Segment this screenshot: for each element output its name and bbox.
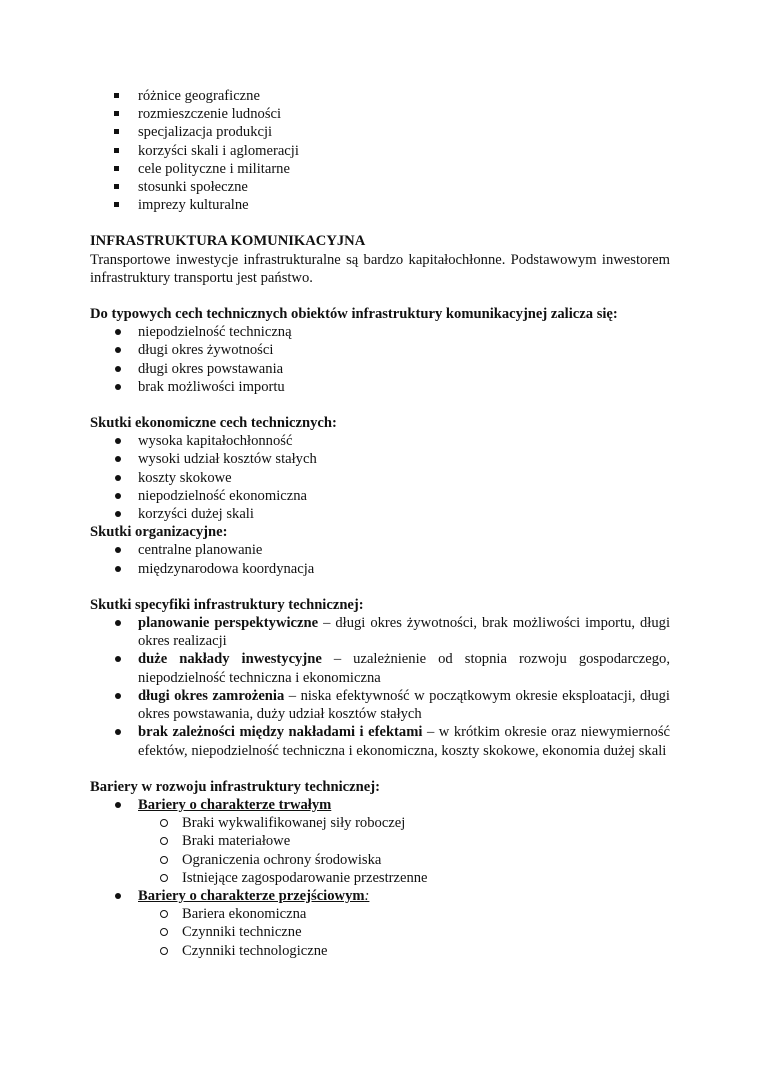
list-item: rozmieszczenie ludności: [90, 105, 670, 123]
list-item: stosunki społeczne: [90, 178, 670, 196]
list-item: długi okres powstawania: [90, 360, 670, 378]
section-heading-technical-features: Do typowych cech technicznych obiektów infrastruktury komunikacyjnej zalicza się:: [90, 306, 618, 323]
list-item-permanent-barriers: [90, 796, 670, 814]
sublist-item: Czynniki techniczne: [90, 923, 670, 941]
description: – w krótkim okresie oraz niewymierność efektów, niepodzielność techniczna i ekonomiczna, koszty skokowe, ekonomia dużej skali: [138, 724, 670, 759]
list-item: centralne planowanie: [90, 541, 670, 559]
factors-list: [90, 87, 670, 214]
transitional-colon: :: [364, 887, 370, 904]
section-heading-barriers: Bariery w rozwoju infrastruktury technicznej:: [90, 778, 380, 795]
sublist-item: Czynniki technologiczne: [90, 942, 670, 960]
term: brak zależności między nakładami i efektami: [138, 724, 423, 741]
transitional-barriers-sublist: [90, 905, 670, 960]
list-item: [90, 723, 670, 759]
description: – długi okres żywotności, brak możliwości importu, długi okres realizacji: [138, 615, 670, 650]
infrastructure-paragraph: Transportowe inwestycje infrastrukturalne są bardzo kapitałochłonne. Podstawowym inwestorem infrastruktury transportu jest państwo.: [90, 251, 670, 286]
sublist-item: Braki materiałowe: [90, 832, 670, 850]
sublist-item: Istniejące zagospodarowanie przestrzenne: [90, 869, 670, 887]
section-heading-specificity-effects: Skutki specyfiki infrastruktury technicznej:: [90, 596, 364, 613]
permanent-barriers-sublist: [90, 814, 670, 887]
barriers-list-2: [90, 887, 670, 905]
description: – uzależnienie od stopnia rozwoju gospodarczego, niepodzielność techniczna i ekonomiczna: [138, 651, 670, 686]
permanent-barriers-label: Bariery o charakterze trwałym: [138, 796, 332, 813]
sublist-item: Braki wykwalifikowanej siły roboczej: [90, 814, 670, 832]
list-item: [90, 614, 670, 650]
list-item: niepodzielność ekonomiczna: [90, 487, 670, 505]
section-heading-economic-effects: Skutki ekonomiczne cech technicznych:: [90, 415, 337, 432]
section-heading-organizational-effects: Skutki organizacyjne:: [90, 524, 228, 541]
list-item: korzyści dużej skali: [90, 505, 670, 523]
description: – niska efektywność w początkowym okresie eksploatacji, długi okres powstawania, duży udział kosztów stałych: [138, 687, 670, 723]
list-item: niepodzielność techniczną: [90, 323, 670, 341]
document-content: [90, 87, 670, 960]
barriers-list: [90, 796, 670, 814]
sublist-item: Bariera ekonomiczna: [90, 905, 670, 923]
term: długi okres zamrożenia: [138, 687, 285, 704]
organizational-effects-list: [90, 541, 670, 577]
list-item-transitional-barriers: [90, 887, 670, 905]
list-item: wysoka kapitałochłonność: [90, 432, 670, 450]
list-item: brak możliwości importu: [90, 378, 670, 396]
economic-effects-list: [90, 432, 670, 523]
list-item: długi okres żywotności: [90, 341, 670, 359]
list-item: [90, 650, 670, 686]
term: planowanie perspektywiczne: [138, 615, 319, 632]
term: duże nakłady inwestycyjne: [138, 651, 322, 668]
transitional-barriers-label: Bariery o charakterze przejściowym: [138, 887, 365, 904]
list-item: korzyści skali i aglomeracji: [90, 142, 670, 160]
list-item: specjalizacja produkcji: [90, 123, 670, 141]
list-item: międzynarodowa koordynacja: [90, 560, 670, 578]
sublist-item: Ograniczenia ochrony środowiska: [90, 851, 670, 869]
list-item: wysoki udział kosztów stałych: [90, 450, 670, 468]
list-item: [90, 687, 670, 723]
list-item: imprezy kulturalne: [90, 196, 670, 214]
section-heading-infrastructure: INFRASTRUKTURA KOMUNIKACYJNA: [90, 233, 366, 250]
list-item: koszty skokowe: [90, 469, 670, 487]
specificity-effects-list: [90, 614, 670, 760]
list-item: różnice geograficzne: [90, 87, 670, 105]
list-item: cele polityczne i militarne: [90, 160, 670, 178]
technical-features-list: [90, 323, 670, 396]
